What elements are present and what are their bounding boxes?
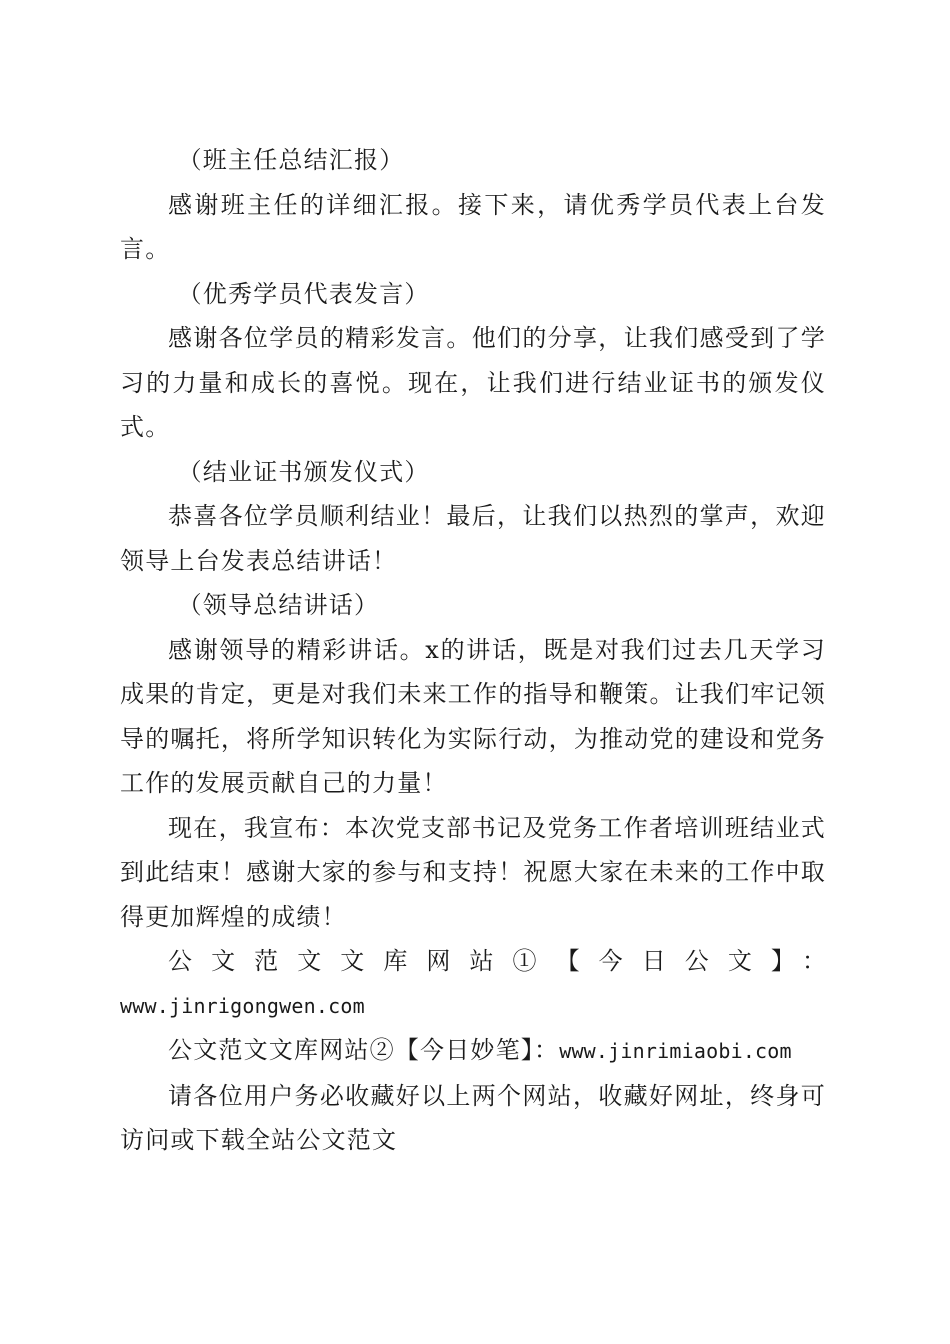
closing-note: 请各位用户务必收藏好以上两个网站，收藏好网址，终身可访问或下载全站公文范文	[120, 1081, 826, 1154]
site2-line	[120, 1028, 826, 1074]
paragraph-thanks-headteacher: 感谢班主任的详细汇报。接下来，请优秀学员代表上台发言。	[120, 190, 826, 263]
paragraph-congratulations: 恭喜各位学员顺利结业！最后，让我们以热烈的掌声，欢迎领导上台发表总结讲话！	[120, 502, 826, 575]
stage-direction-headteacher-report: （班主任总结汇报）	[177, 146, 405, 174]
site1-block	[120, 939, 826, 1028]
stage-direction-leader-speech: （领导总结讲话）	[177, 591, 380, 619]
site2-label: 公文范文文库网站②【今日妙笔】：	[168, 1036, 560, 1064]
site1-url[interactable]: www.jinrigongwen.com	[120, 993, 365, 1018]
paragraph-thanks-students: 感谢各位学员的精彩发言。他们的分享，让我们感受到了学习的力量和成长的喜悦。现在，让我们进行结业证书的颁发仪式。	[120, 324, 826, 441]
stage-direction-certificate-ceremony: （结业证书颁发仪式）	[177, 457, 430, 486]
document-page	[120, 138, 826, 1163]
site2-url[interactable]: www.jinrimiaobi.com	[559, 1039, 792, 1063]
stage-direction-student-speech: （优秀学员代表发言）	[177, 279, 430, 308]
site1-label: 公文范文文库网站①【今日公文】：	[168, 947, 826, 975]
paragraph-thanks-leader: 感谢领导的精彩讲话。x的讲话，既是对我们过去几天学习成果的肯定，更是对我们未来工作的指导和鞭策。让我们牢记领导的嘱托，将所学知识转化为实际行动，为推动党的建设和党务工作的发展贡献自己的力量！	[120, 635, 826, 797]
paragraph-closing-announcement: 现在，我宣布：本次党支部书记及党务工作者培训班结业式到此结束！感谢大家的参与和支持！祝愿大家在未来的工作中取得更加辉煌的成绩！	[120, 813, 826, 931]
